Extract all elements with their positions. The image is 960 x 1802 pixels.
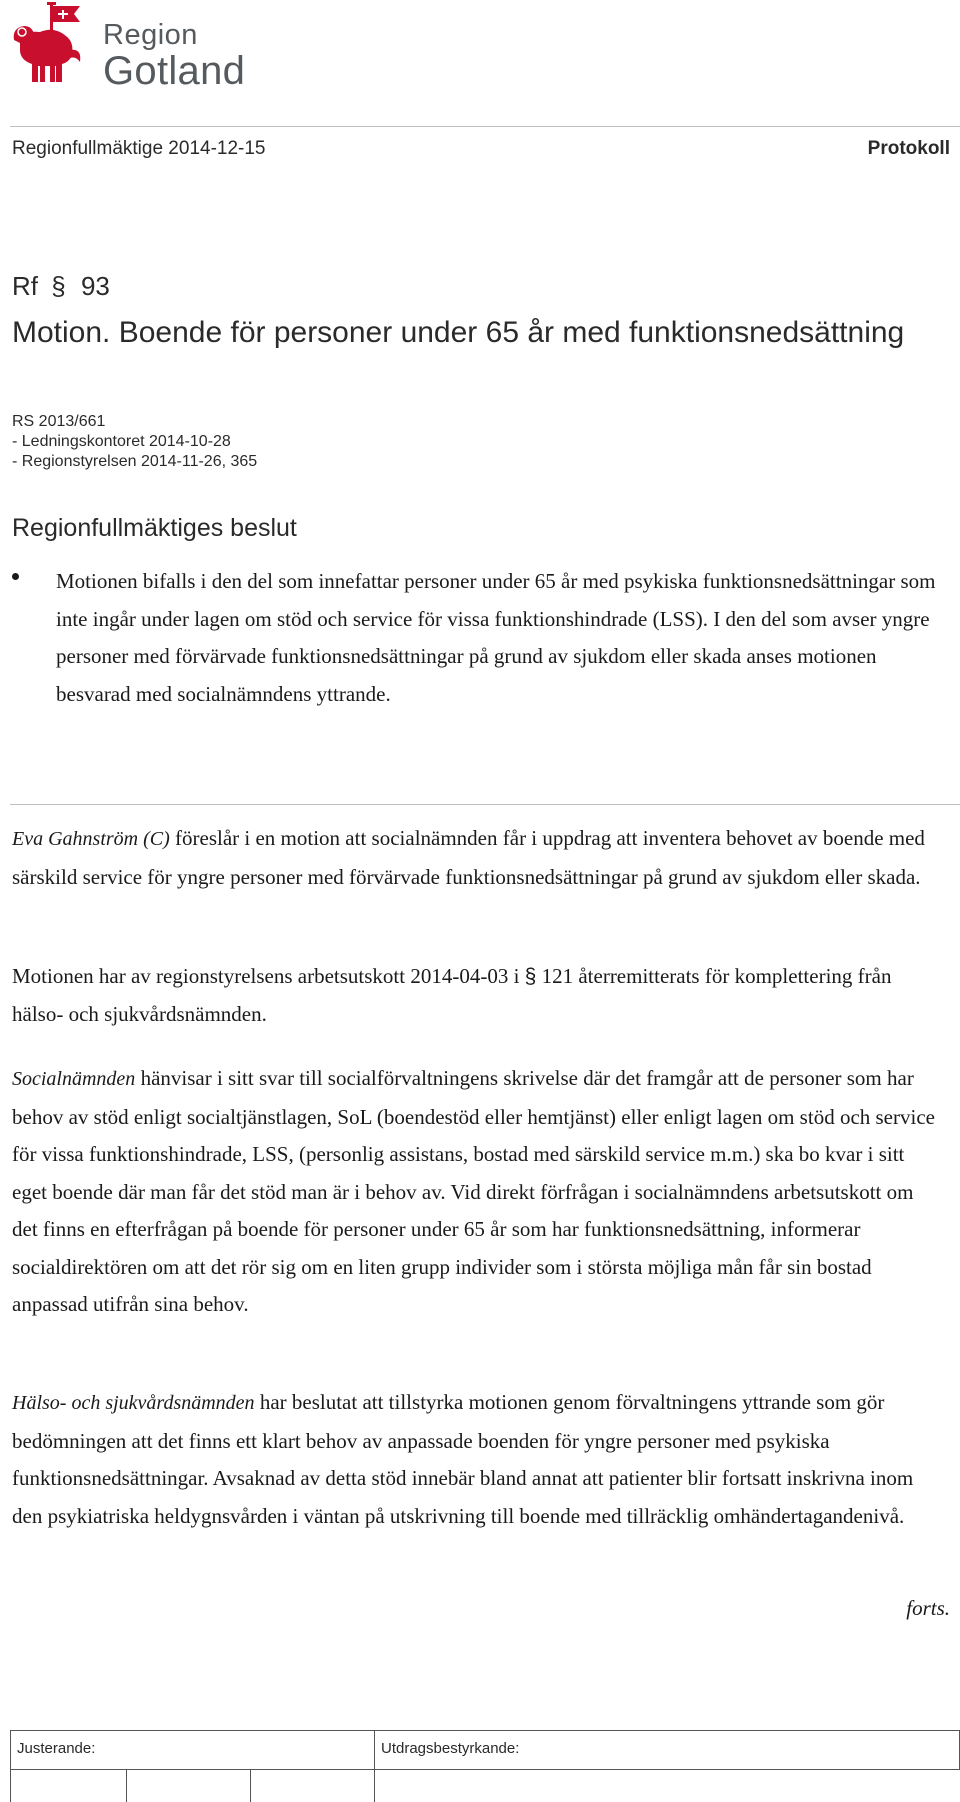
reference-item: RS 2013/661 (12, 413, 106, 430)
section-symbol: § (51, 271, 66, 301)
motion-text: föreslår i en motion att socialnämnden får i uppdrag att inventera behovet av boende med särskild service för yngre personer med förvärvade funktionsnedsättningar på grund av sjukdom eller skada. (12, 826, 925, 889)
paragraph-motion (12, 820, 942, 896)
reference-item: - Ledningskontoret 2014-10-28 (12, 433, 231, 450)
ram-emblem-icon (10, 2, 102, 94)
signature-cell[interactable] (250, 1769, 375, 1802)
decision-text: Motionen bifalls i den del som innefattar personer under 65 år med psykiska funktionsnedsättningar som inte ingår under lagen om stöd och service för vissa funktionshindrade (LSS). I den del som avser yngre personer med förvärvade funktionsnedsättningar på grund av sjukdom eller skada anses motionen besvarad med socialnämndens yttrande. (56, 569, 936, 706)
reference-item: - Regionstyrelsen 2014-11-26, 365 (12, 453, 258, 470)
aterremiss-text-start: Motionen har av regionstyrelsens arbetsutskott 2014-04-03 i (12, 964, 525, 988)
halso-sjukvard-label: Hälso- och sjukvårdsnämnden (12, 1392, 255, 1414)
halso-sjukvard-text: har beslutat att tillstyrka motionen genom förvaltningens yttrande som gör bedömningen att det finns ett klart behov av anpassade boenden för yngre personer med psykiska funktionsnedsättningar. Avsaknad av detta stöd innebär bland annat att patienter blir fortsatt inskrivna inom den psykiatriska heldygnsvården i väntan på utskrivning till boende med tillräcklig omhändertagandenivå. (12, 1390, 914, 1528)
page-title: Motion. Boende för personer under 65 år med funktionsnedsättning (12, 316, 905, 349)
header-top-rule (10, 126, 960, 127)
decision-bullet (12, 563, 937, 713)
meeting-date: Regionfullmäktige 2014-12-15 (12, 138, 266, 159)
utdragsbestyrkande-box[interactable] (374, 1730, 960, 1770)
continued-marker: forts. (906, 1596, 950, 1620)
aterremiss-symbol: § (524, 965, 537, 988)
motion-author: Eva Gahnström (C) (12, 828, 170, 850)
logo-line-region: Region (103, 19, 198, 51)
section-divider (10, 804, 960, 805)
signature-footer (10, 1730, 960, 1802)
paragraph-socialnamnden (12, 1060, 942, 1324)
logo-line-gotland: Gotland (103, 49, 246, 93)
signature-cell[interactable] (10, 1769, 127, 1802)
decision-heading: Regionfullmäktiges beslut (12, 514, 297, 542)
utdragsbestyrkande-label: Utdragsbestyrkande: (381, 1740, 520, 1757)
reference-list (12, 412, 257, 472)
document-type: Protokoll (867, 138, 950, 159)
bullet-dot-icon (12, 573, 19, 580)
justerande-label: Justerande: (17, 1740, 96, 1757)
logo-wordmark (103, 20, 245, 91)
region-gotland-logo (10, 2, 250, 94)
section-number (12, 271, 110, 302)
section-num: 93 (80, 271, 110, 301)
section-prefix: Rf (12, 271, 38, 301)
socialnamnden-text: hänvisar i sitt svar till socialförvaltningens skrivelse där det framgår att de personer som har behov av stöd enligt socialtjänstlagen, SoL (boendestöd eller hemtjänst) eller enligt lagen om stöd och service för vissa funktionshindrade, LSS, (personlig assistans, bostad med särskild service m.m.) ska bo kvar i sitt eget boende där man får det stöd man är i behov av. Vid direkt förfrågan i socialnämndens arbetsutskott om det finns en efterfrågan på boende för personer under 65 år som har funktionsnedsättning, informerar socialdirektören om att det rör sig om en liten grupp individer som i största möjliga mån får sin bostad anpassad utifrån sina behov. (12, 1066, 935, 1316)
socialnamnden-label: Socialnämnden (12, 1068, 136, 1090)
signature-cell[interactable] (126, 1769, 251, 1802)
paragraph-halso-sjukvard (12, 1384, 942, 1535)
paragraph-aterremiss (12, 958, 942, 1033)
justerande-box[interactable] (10, 1730, 375, 1770)
aterremiss-text-end: 121 återremitterats för komplettering från hälso- och sjukvårdsnämnden. (12, 964, 892, 1026)
